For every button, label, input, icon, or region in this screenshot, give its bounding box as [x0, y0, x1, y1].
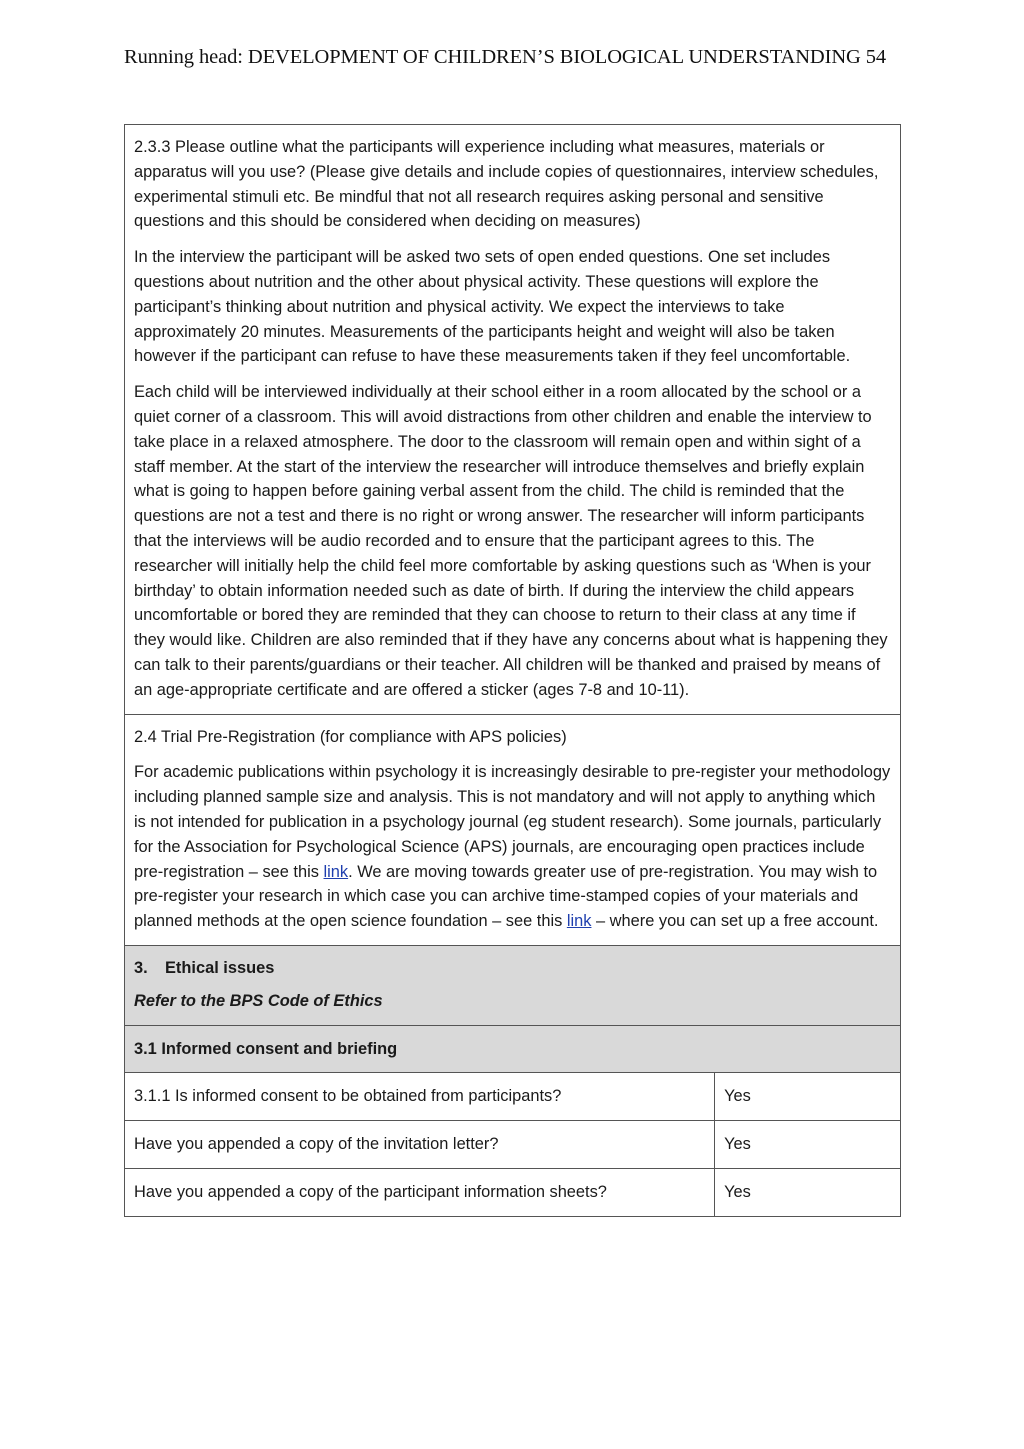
section-2-4-body [134, 760, 891, 934]
section-2-3-3-question: 2.3.3 Please outline what the participants will experience including what measures, materials or apparatus will you use? (Please give details and include copies of questionnaires, interview schedules, experimental stimuli etc. Be mindful that not all research requires asking personal and sensitive questions and this should be considered when deciding on measures) [134, 138, 879, 231]
table-row [125, 1121, 901, 1169]
table-row [125, 1168, 901, 1216]
section-3-title: Ethical issues [165, 958, 275, 977]
information-sheets-question-cell: Have you appended a copy of the participant information sheets? [125, 1168, 715, 1216]
section-2-4-body-part-3: – where you can set up a free account. [591, 912, 879, 931]
section-3-header-row [125, 945, 901, 1025]
section-2-3-3-answer-paragraph-2: Each child will be interviewed individually at their school either in a room allocated by the school or a quiet corner of a classroom. This will avoid distractions from other children and enable the interview to take place in a relaxed atmosphere. The door to the classroom will remain open and within sight of a staff member. At the start of the interview the researcher will introduce themselves and briefly explain what is going to happen before gaining verbal assent from the child. The child is reminded that the questions are not a test and there is no right or wrong answer. The researcher will inform participants that the interviews will be audio recorded and to ensure that the participant agrees to this. The researcher will initially help the child feel more comfortable by asking questions such as ‘When is your birthday’ to obtain information needed such as date of birth. If during the interview the child appears uncomfortable or bored they are reminded that they can choose to return to their class at any time if they would like. Children are also reminded that if they have any concerns about what is happening they can talk to their parents/guardians or their teacher. All children will be thanked and praised by means of an age-appropriate certificate and are offered a sticker (ages 7-8 and 10-11). [134, 383, 888, 699]
invitation-letter-answer-cell: Yes [715, 1121, 901, 1169]
table-row [125, 1073, 901, 1121]
section-3-subtitle: Refer to the BPS Code of Ethics [134, 991, 383, 1010]
section-2-4-title: 2.4 Trial Pre-Registration (for compliance with APS policies) [134, 727, 567, 746]
section-2-3-3-answer-paragraph-1: In the interview the participant will be asked two sets of open ended questions. One set includes questions about nutrition and the other about physical activity. These questions will explore the participant’s thinking about nutrition and physical activity. We expect the interviews to take approximately 20 minutes. Measurements of the participants height and weight will also be taken however if the participant can refuse to have these measurements taken if they feel uncomfortable. [134, 248, 851, 366]
section-3-1-header-row [125, 1025, 901, 1073]
section-2-3-3-cell [125, 125, 901, 715]
section-2-4-row [125, 714, 901, 945]
section-3-header-cell [125, 945, 901, 1025]
invitation-letter-question-cell: Have you appended a copy of the invitation letter? [125, 1121, 715, 1169]
open-science-foundation-link[interactable]: link [566, 912, 592, 931]
information-sheets-answer-cell: Yes [715, 1168, 901, 1216]
section-2-4-cell [125, 714, 901, 945]
section-2-3-3-row [125, 125, 901, 715]
section-3-1-title: 3.1 Informed consent and briefing [125, 1025, 901, 1073]
consent-answer-cell: Yes [715, 1073, 901, 1121]
section-3-number: 3. [134, 958, 148, 977]
aps-preregistration-link[interactable]: link [323, 862, 349, 881]
section-3-heading [134, 956, 891, 981]
consent-question-cell: 3.1.1 Is informed consent to be obtained from participants? [125, 1073, 715, 1121]
section-2-4-body-part-1: For academic publications within psychology it is increasingly desirable to pre-register your methodology including planned sample size and analysis. This is not mandatory and will not apply to anything which is not intended for publication in a psychology journal (eg student research). Some journals, particularly for the Association for Psychological Science (APS) journals, are encouraging open practices include pre-registration – see this [134, 763, 891, 881]
running-head: Running head: DEVELOPMENT OF CHILDREN’S BIOLOGICAL UNDERSTANDING 54 [124, 46, 887, 68]
section-2-4-body-part-2: . We are moving towards greater use of pre-registration. You may wish to pre-register your research in which case you can archive time-stamped copies of your materials and planned methods at the open science foundation – see this [134, 862, 878, 931]
ethics-form-table [124, 124, 901, 1217]
